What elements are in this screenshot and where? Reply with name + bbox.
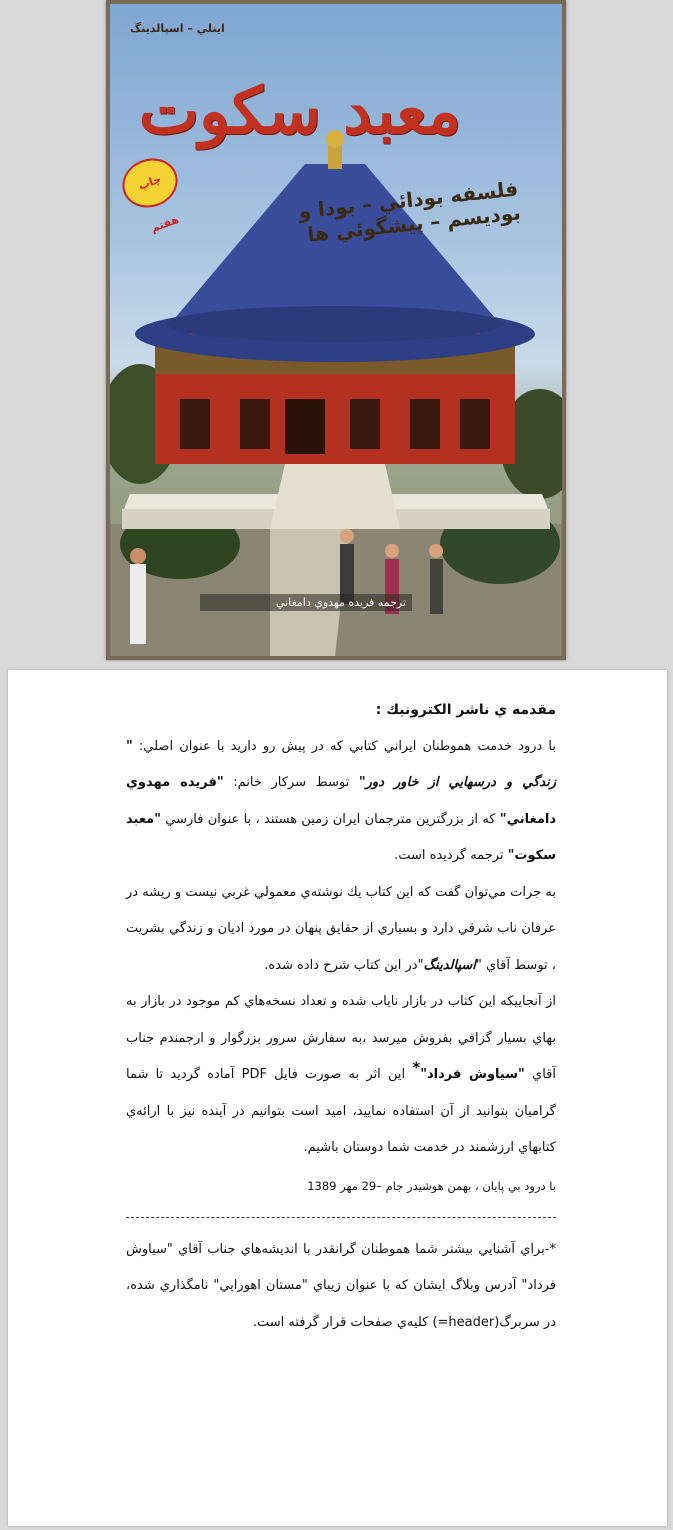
author-name: اسپالدينگ bbox=[423, 957, 476, 973]
text-segment: توسط سركار خانم: bbox=[223, 775, 359, 790]
paragraph-publishing bbox=[126, 984, 556, 1167]
text-segment: "در اين كتاب شرح داده شده. bbox=[264, 957, 424, 973]
text-segment: به جرات مي‌توان گفت كه اين كتاب يك نوشته‌ي معمولي غربي نيست و ريشه در عرفان ناب شرقي دارد و بسياري از حقايق پنهان در مورد اديان و زندگي بشريت ، توسط آقاي " bbox=[126, 884, 556, 973]
paragraph-intro bbox=[126, 729, 556, 875]
original-book-title: " زندگي و درسهايي از خاور دور" bbox=[126, 738, 556, 790]
cover-subtitle: فلسفه بودائي – بودا و بوديسم – پيشگوئي ها bbox=[297, 176, 522, 247]
publisher-name: "سياوش فرداد" bbox=[420, 1067, 525, 1082]
footnote: *-براي آشنايي بيشتر شما هموطنان گرانقدر با انديشه‌هاي جناب آقاي "سياوش فرداد" آدرس وبلاگ ايشان كه با عنوان زيباي "مستان اهورايي" نامگذاري شده، در سربرگ(header=) كليه‌ي صفحات قرار گرفته است. bbox=[126, 1241, 556, 1330]
signature-line: با درود بي پايان ، بهمن هوشيدر جام –29 مهر 1389 bbox=[307, 1178, 556, 1193]
cover-photo bbox=[110, 4, 562, 656]
cover-translator: ترجمه فريده مهدوي دامغاني bbox=[200, 594, 412, 611]
footnote-divider bbox=[126, 1217, 556, 1218]
text-segment: ترجمه گرديده است. bbox=[394, 848, 508, 863]
cover-author: اينلي – اسپالدينگ bbox=[130, 22, 225, 35]
persian-title: "معبد سكوت" bbox=[126, 811, 556, 863]
cover-title: معبد سكوت bbox=[138, 74, 462, 149]
text-segment: كه از بزرگترين مترجمان ايران زمين هستند ، با عنوان فارسي bbox=[160, 811, 500, 827]
book-cover bbox=[106, 0, 566, 660]
preface-heading: مقدمه ي ناشر الكترونيك : bbox=[375, 702, 556, 718]
edition-badge: چاپ هفتم bbox=[115, 151, 184, 215]
paragraph-about bbox=[126, 875, 556, 985]
preface-page bbox=[8, 670, 667, 1526]
text-segment: اين اثر به صورت فايل PDF آماده گرديد تا شما گراميان بتوانيد از آن استفاده نماييد، اميد است بتوانيم در آينده نيز با ارائه‌ي كتابهاي ارزشمند در خدمت شما دوستان باشيم. bbox=[126, 1067, 556, 1155]
text-segment: با درود خدمت هموطنان ايراني كتابي كه در پيش رو داريد با عنوان اصلي: bbox=[132, 738, 556, 754]
footnote-marker: * bbox=[412, 1058, 421, 1077]
preface-content bbox=[126, 692, 556, 1341]
text-segment: از آنجاييكه اين كتاب در بازار ناياب شده و تعداد نسخه‌هاي كم موجود در بازار به بهاي بسيار گزافي بفروش ميرسد ،به سفارش سرور بزرگوار و ارجمندم جناب آقاي bbox=[126, 994, 556, 1082]
translator-name: "فريده مهدوي دامغاني" bbox=[126, 775, 556, 827]
